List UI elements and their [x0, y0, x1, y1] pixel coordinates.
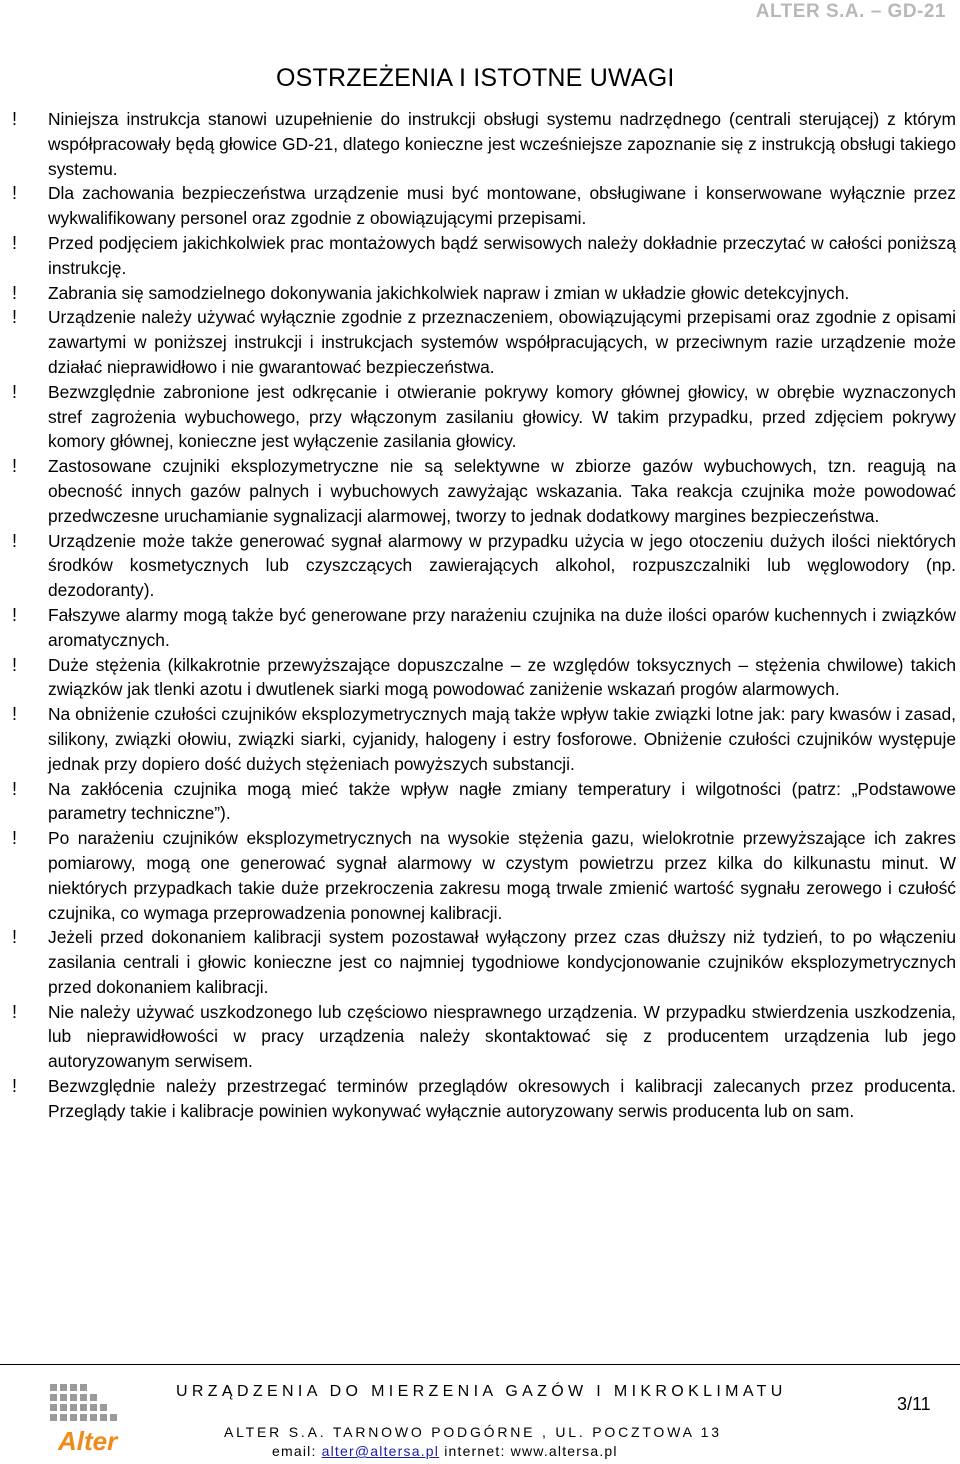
warning-text: Jeżeli przed dokonaniem kalibracji system pozostawał wyłączony przez czas dłuższy niż tydzień, to po włączeniu zasilania centrali i głowic konieczne jest co najmniej tygodniowe kondycjonowanie czujników eksplozymetrycznych przed dokonaniem kalibracji.	[48, 927, 956, 997]
email-label: email:	[272, 1443, 317, 1459]
exclamation-icon: !	[12, 232, 18, 253]
warning-item	[12, 653, 956, 703]
warning-text: Duże stężenia (kilkakrotnie przewyższające dopuszczalne – ze względów toksycznych – stężenia chwilowe) takich związków jak tlenki azotu i dwutlenek siarki mogą powodować zaniżenie wskazań progów alarmowych.	[48, 654, 956, 700]
exclamation-icon: !	[12, 778, 18, 799]
warning-text: Nie należy używać uszkodzonego lub częściowo niesprawnego urządzenia. W przypadku stwierdzenia uszkodzenia, lub nieprawidłowości w pracy urządzenia należy skontaktować się z producentem urządzenia lub jego autoryzowanym serwisem.	[48, 1001, 956, 1072]
page-number: 3/11	[897, 1394, 931, 1414]
exclamation-icon: !	[12, 183, 18, 204]
email-link[interactable]: alter@altersa.pl	[321, 1443, 440, 1459]
exclamation-icon: !	[12, 530, 18, 551]
page-title: OSTRZEŻENIA I ISTOTNE UWAGI	[276, 64, 675, 92]
warning-item	[12, 529, 956, 603]
exclamation-icon: !	[12, 828, 18, 849]
warning-item	[12, 305, 956, 379]
exclamation-icon: !	[12, 381, 18, 402]
warning-text: Zastosowane czujniki eksplozymetryczne nie są selektywne w zbiorze gazów wybuchowych, tzn. reagują na obecność innych gazów palnych i wybuchowych zawyżając wskazania. Taka reakcja czujnika może powodować przedwczesne uruchamianie sygnalizacji alarmowej, tworzy to jednak dodatkowy margines bezpieczeństwa.	[48, 456, 956, 526]
warnings-list	[12, 107, 956, 1124]
exclamation-icon: !	[12, 654, 18, 675]
warning-text: Urządzenie należy używać wyłącznie zgodnie z przeznaczeniem, obowiązującymi przepisami oraz zgodnie z opisami zawartymi w poniższej instrukcji i instrukcjach systemów współpracujących, w przeciwnym razie urządzenie może działać nieprawidłowo i nie gwarantować bezpieczeństwa.	[48, 307, 956, 377]
exclamation-icon: !	[12, 604, 18, 625]
warning-item	[12, 826, 956, 925]
warning-item	[12, 107, 956, 181]
warning-text: Bezwzględnie należy przestrzegać terminów przeglądów okresowych i kalibracji zalecanych przez producenta. Przeglądy takie i kalibracje powinien wykonywać wyłącznie autoryzowany serwis producenta lub on sam.	[48, 1076, 956, 1121]
exclamation-icon: !	[12, 456, 18, 477]
warning-item	[12, 777, 956, 827]
exclamation-icon: !	[12, 307, 18, 328]
footer-address: ALTER S.A. TARNOWO PODGÓRNE , UL. POCZTOWA 13	[224, 1424, 722, 1440]
exclamation-icon: !	[12, 927, 18, 948]
warning-text: Fałszywe alarmy mogą także być generowane przy narażeniu czujnika na duże ilości oparów kuchennych i związków aromatycznych.	[48, 604, 956, 650]
exclamation-icon: !	[12, 282, 18, 303]
warning-text: Na zakłócenia czujnika mogą mieć także wpływ nagłe zmiany temperatury i wilgotności (patrz: „Podstawowe parametry techniczne”).	[48, 778, 956, 824]
warning-item	[12, 454, 956, 528]
warning-text: Zabrania się samodzielnego dokonywania jakichkolwiek napraw i zmian w układzie głowic detekcyjnych.	[48, 282, 850, 303]
website-link[interactable]: www.altersa.pl	[510, 1443, 618, 1459]
warning-text: Na obniżenie czułości czujników eksplozymetrycznych mają także wpływ takie związki lotne jak: pary kwasów i zasad, silikony, związki ołowiu, związki siarki, cyjanidy, halogeny i estry fosforowe. Obniżenie czułości czujników występuje jednak przy dopiero dość dużych stężeniach powyższych substancji.	[48, 704, 956, 774]
footer-contact	[272, 1443, 618, 1459]
footer-divider	[0, 1364, 960, 1365]
exclamation-icon: !	[12, 1001, 18, 1022]
warning-item	[12, 181, 956, 231]
warning-text: Przed podjęciem jakichkolwiek prac montażowych bądź serwisowych należy dokładnie przeczytać w całości poniższą instrukcję.	[48, 232, 956, 278]
document-id: ALTER S.A. – GD-21	[755, 1, 946, 22]
warning-item	[12, 925, 956, 999]
warning-item	[12, 1074, 956, 1124]
warning-item	[12, 380, 956, 454]
exclamation-icon: !	[12, 704, 18, 725]
exclamation-icon: !	[12, 109, 18, 129]
logo-wordmark: Alter	[58, 1426, 118, 1456]
warning-item	[12, 603, 956, 653]
warning-item	[12, 281, 956, 306]
warning-text: Niniejsza instrukcja stanowi uzupełnienie do instrukcji obsługi systemu nadrzędnego (centrali sterującej) z którym współpracowały będą głowice GD-21, dlatego konieczne jest wcześniejsze zapoznanie się z instrukcją obsługi takiego systemu.	[48, 109, 956, 179]
warning-text: Po narażeniu czujników eksplozymetrycznych na wysokie stężenia gazu, wielokrotnie przewyższające ich zakres pomiarowy, mogą one generować sygnał alarmowy w czystym powietrzu przez kilka do kilkunastu minut. W niektórych przypadkach takie duże przekroczenia zakresu mogą trwale zmienić wartość sygnału zerowego i czułość czujnika, co wymaga przeprowadzenia ponownej kalibracji.	[48, 828, 956, 923]
alter-logo	[44, 1378, 144, 1458]
warning-item	[12, 1000, 956, 1074]
warning-text: Urządzenie może także generować sygnał alarmowy w przypadku użycia w jego otoczeniu dużych ilości niektórych środków kosmetycznych lub czyszczących zawierających alkohol, rozpuszczalniki lub węglowodory (np. dezodoranty).	[48, 530, 956, 601]
warning-text: Bezwzględnie zabronione jest odkręcanie i otwieranie pokrywy komory głównej głowicy, w obrębie wyznaczonych stref zagrożenia wybuchowego, przy włączonym zasilaniu głowicy. W takim przypadku, przed zdjęciem pokrywy komory głównej, konieczne jest wyłączenie zasilania głowicy.	[48, 381, 956, 452]
warning-text: Dla zachowania bezpieczeństwa urządzenie musi być montowane, obsługiwane i konserwowane wyłącznie przez wykwalifikowany personel oraz zgodnie z obowiązującymi przepisami.	[48, 183, 956, 229]
internet-label: internet:	[444, 1443, 506, 1459]
footer-tagline: URZĄDZENIA DO MIERZENIA GAZÓW I MIKROKLIMATU	[176, 1383, 787, 1400]
warning-item	[12, 702, 956, 776]
warning-item	[12, 231, 956, 281]
exclamation-icon: !	[12, 1076, 18, 1097]
